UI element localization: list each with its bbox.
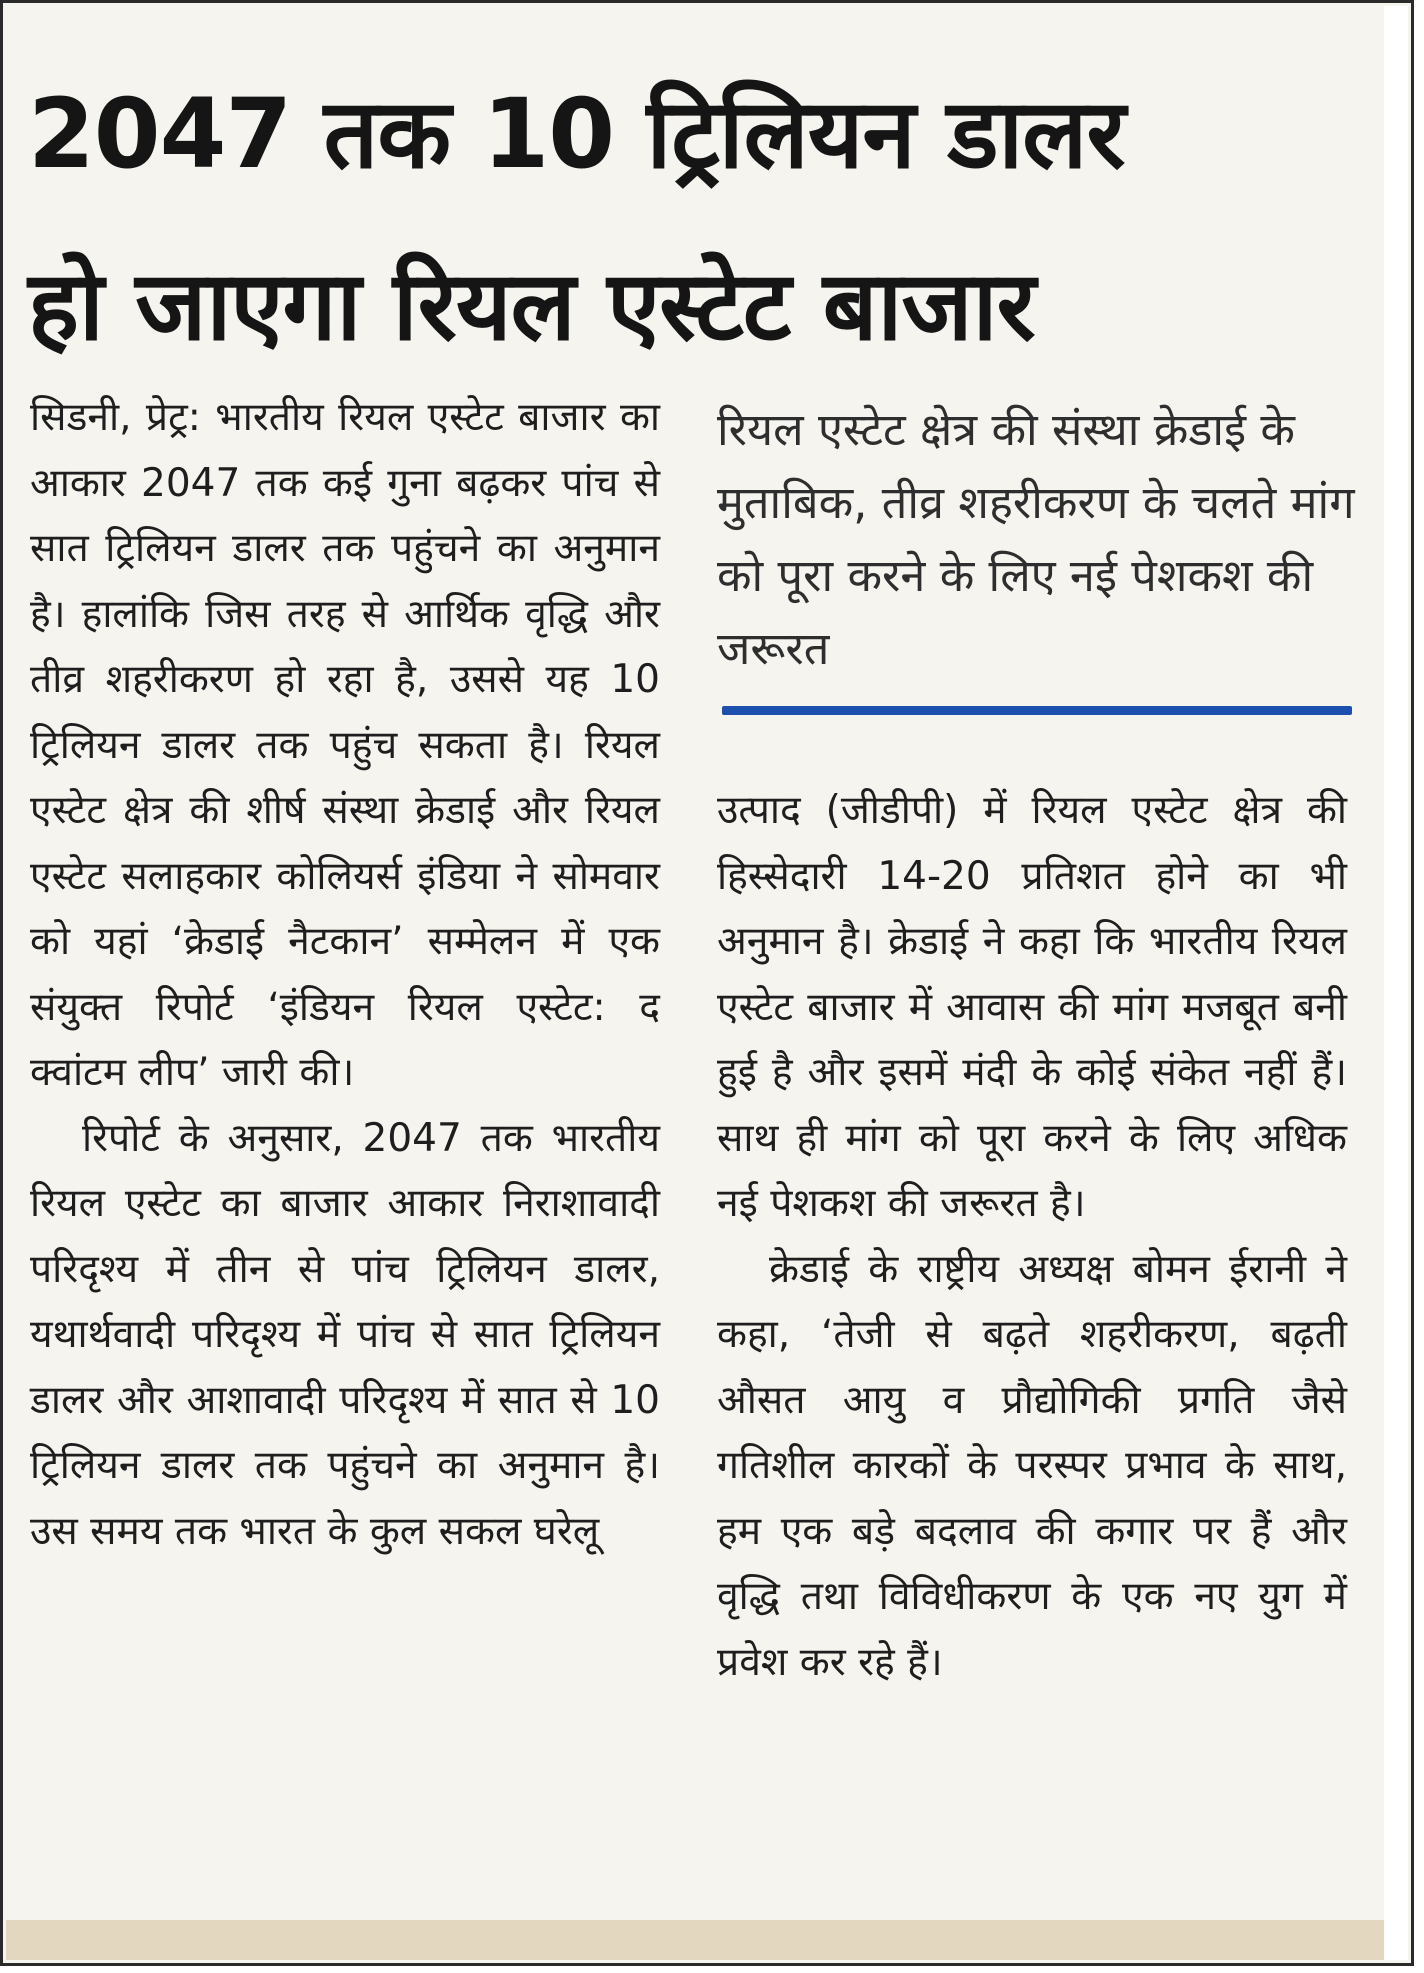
article-paragraph: क्रेडाई के राष्ट्रीय अध्यक्ष बोमन ईरानी ने कहा, ‘तेजी से बढ़ते शहरीकरण, बढ़ती औसत आयु व प्रौद्योगिकी प्रगति जैसे गतिशील कारकों के परस्पर प्रभाव के साथ, हम एक बड़े बदलाव की कगार पर हैं और वृद्धि तथा विविधीकरण के एक नए युग में प्रवेश कर रहे हैं। xyxy=(717,1246,1347,1685)
article-paragraph: रिपोर्ट के अनुसार, 2047 तक भारतीय रियल एस्टेट का बाजार आकार निराशावादी परिदृश्य में तीन से पांच ट्रिलियन डालर, यथार्थवादी परिदृश्य में पांच से सात ट्रिलियन डालर और आशावादी परिदृश्य में सात से 10 ट्रिलियन डालर तक पहुंचने का अनुमान है। उस समय तक भारत के कुल सकल घरेलू xyxy=(30,1115,660,1554)
article-paragraph: सिडनी, प्रेट्र: भारतीय रियल एस्टेट बाजार का आकार 2047 तक कई गुना बढ़कर पांच से सात ट्रिलियन डालर तक पहुंचने का अनुमान है। हालांकि जिस तरह से आर्थिक वृद्धि और तीव्र शहरीकरण हो रहा है, उससे यह 10 ट्रिलियन डालर तक पहुंच सकता है। रियल एस्टेट क्षेत्र की शीर्ष संस्था क्रेडाई और रियल एस्टेट सलाहकार कोलियर्स इंडिया ने सोमवार को यहां ‘क्रेडाई नैटकान’ सम्मेलन में एक संयुक्त रिपोर्ट ‘इंडियन रियल एस्टेट: द क्वांटम लीप’ जारी की। xyxy=(30,395,660,1095)
headline-line-2: हो जाएगा रियल एस्टेट बाजार xyxy=(28,250,1035,362)
paper-right-margin xyxy=(1384,6,1408,1960)
article-column-right xyxy=(717,778,1347,1695)
paper-bottom-strip xyxy=(6,1920,1408,1960)
pull-quote-rule xyxy=(722,706,1352,715)
headline-line-1: 2047 तक 10 ट्रिलियन डालर xyxy=(28,78,1125,190)
article-paragraph: उत्पाद (जीडीपी) में रियल एस्टेट क्षेत्र की हिस्सेदारी 14-20 प्रतिशत होने का भी अनुमान है। क्रेडाई ने कहा कि भारतीय रियल एस्टेट बाजार में आवास की मांग मजबूत बनी हुई है और इसमें मंदी के कोई संकेत नहीं हैं। साथ ही मांग को पूरा करने के लिए अधिक नई पेशकश की जरूरत है। xyxy=(717,788,1347,1226)
article-column-left xyxy=(30,385,660,1564)
headline xyxy=(28,48,1358,392)
pull-quote: रियल एस्टेट क्षेत्र की संस्था क्रेडाई के मुताबिक, तीव्र शहरीकरण के चलते मांग को पूरा करने के लिए नई पेशकश की जरूरत xyxy=(717,403,1355,675)
